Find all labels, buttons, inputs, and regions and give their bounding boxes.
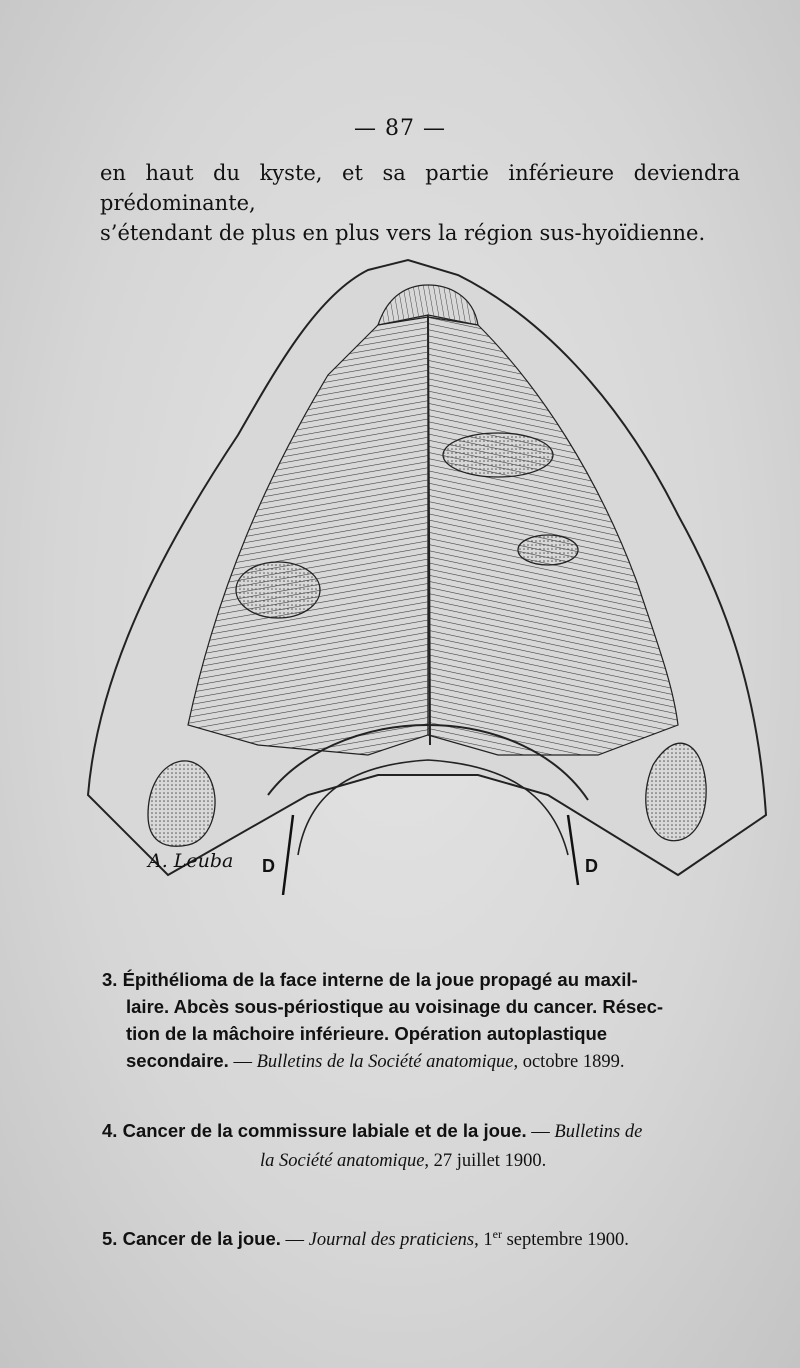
caption-4 (102, 1117, 750, 1175)
caption-3-date: , octobre 1899. (513, 1052, 625, 1072)
caption-5-dash: — (280, 1230, 309, 1251)
caption-4-dash: — (526, 1122, 555, 1142)
nodule-left-upper (236, 562, 320, 618)
nodule-right-upper (443, 433, 553, 477)
anatomical-illustration (78, 255, 768, 895)
caption-3-title-line2: laire. Abcès sous-périostique au voisinage du cancer. Résec- (126, 996, 664, 1017)
caption-5-reference: Journal des praticiens (308, 1230, 475, 1251)
artist-signature: A. Leuba (148, 850, 234, 872)
intro-line-2: s’étendant de plus en plus vers la région sus-hyoïdienne. (100, 221, 706, 245)
figure-label-d-right: D (585, 856, 598, 876)
caption-5-date-sup: er (492, 1227, 502, 1241)
caption-3-dash: — (228, 1052, 257, 1072)
caption-5-date-post: septembre 1900. (501, 1230, 629, 1251)
pointer-right (568, 815, 578, 885)
caption-5-number: 5. (102, 1228, 118, 1250)
caption-5 (102, 1221, 750, 1254)
caption-3-reference: Bulletins de la Société anatomique (256, 1052, 514, 1072)
caption-3-title-line4: secondaire. (126, 1050, 229, 1071)
caption-4-reference-part1: Bulletins de (554, 1122, 643, 1142)
nodule-right-mid (518, 535, 578, 565)
caption-3-title-line1: Épithélioma de la face interne de la joue propagé au maxil- (122, 969, 638, 990)
page-number: — 87 — (354, 116, 446, 141)
caption-3-number: 3. (102, 969, 118, 990)
caption-4-number: 4. (102, 1120, 118, 1141)
caption-3-title-line3: tion de la mâchoire inférieure. Opération autoplastique (126, 1023, 608, 1044)
caption-5-date-pre: , 1 (474, 1230, 493, 1251)
caption-5-title: Cancer de la joue. (122, 1228, 281, 1250)
pointer-left (283, 815, 293, 895)
caption-3 (102, 966, 750, 1076)
caption-4-date: , 27 juillet 1900. (424, 1151, 547, 1171)
caption-4-title: Cancer de la commissure labiale et de la joue. (122, 1120, 527, 1141)
figure-label-d-left: D (262, 856, 275, 876)
intro-line-1: en haut du kyste, et sa partie inférieure deviendra prédominante, (100, 161, 740, 215)
caption-4-reference-part2: la Société anatomique (260, 1151, 425, 1171)
intro-paragraph (100, 158, 740, 248)
